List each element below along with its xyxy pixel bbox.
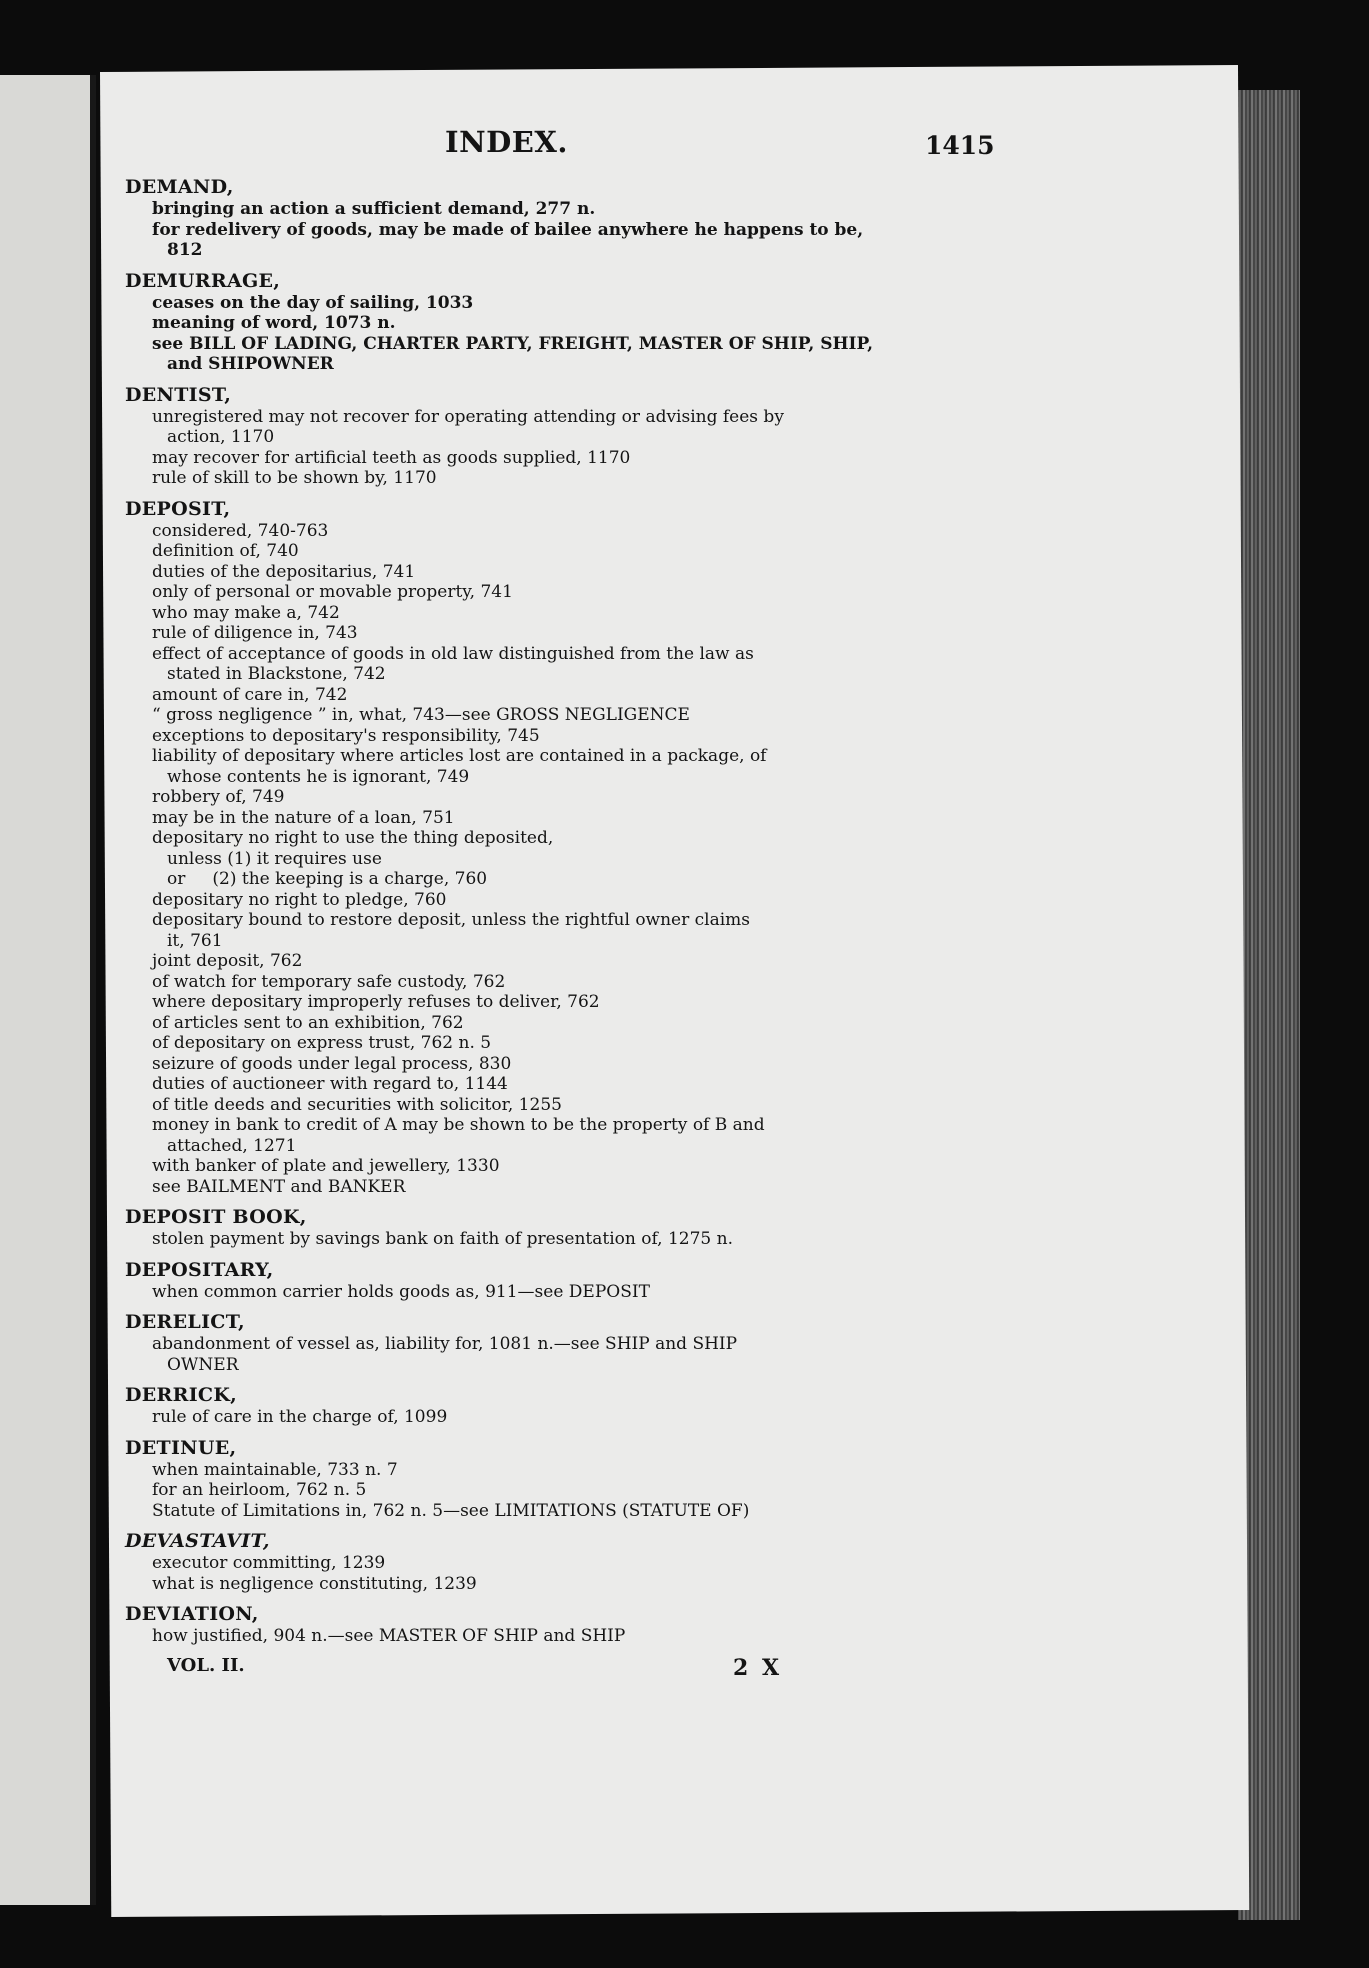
entry-line: stolen payment by savings bank on faith of presentation of, 1275 n. xyxy=(152,1229,733,1249)
page-content xyxy=(125,125,995,1689)
entry-heading: DERELICT, xyxy=(125,1311,245,1333)
entry-line: depositary no right to use the thing deposited, xyxy=(152,828,554,848)
entry-line: unless (1) it requires use xyxy=(167,848,382,869)
entry-line: it, 761 xyxy=(167,930,223,951)
index-entry-devastavit xyxy=(125,1529,985,1594)
entry-line: when common carrier holds goods as, 911—see DEPOSIT xyxy=(152,1281,650,1302)
entry-line: 812 xyxy=(167,240,203,260)
entry-line: money in bank to credit of A may be shown to be the property of B and xyxy=(152,1115,765,1135)
index-entry-deposit xyxy=(125,497,985,1198)
entry-heading: DENTIST, xyxy=(125,383,232,406)
entry-line: of watch for temporary safe custody, 762 xyxy=(152,971,506,992)
entry-heading: DEMAND, xyxy=(125,176,234,198)
entry-line: with banker of plate and jewellery, 1330 xyxy=(152,1156,500,1176)
entry-line: whose contents he is ignorant, 749 xyxy=(167,766,470,787)
entry-line: attached, 1271 xyxy=(167,1135,297,1156)
entry-line: for redelivery of goods, may be made of bailee anywhere he happens to be, xyxy=(152,219,864,240)
entry-line: liability of depositary where articles lost are contained in a package, of xyxy=(152,746,767,766)
index-entry-deposit-book xyxy=(125,1205,985,1250)
entry-line: rule of skill to be shown by, 1170 xyxy=(152,468,437,488)
entry-line: definition of, 740 xyxy=(152,541,299,561)
entry-line: bringing an action a sufficient demand, 277 n. xyxy=(152,199,596,219)
entry-line: what is negligence constituting, 1239 xyxy=(152,1573,477,1594)
page-number: 1415 xyxy=(925,131,995,160)
entry-heading: DEPOSITARY, xyxy=(125,1258,274,1281)
entry-line: OWNER xyxy=(167,1354,239,1375)
entry-line: may be in the nature of a loan, 751 xyxy=(152,807,455,828)
index-entry-demand xyxy=(125,175,985,261)
entry-line: abandonment of vessel as, liability for, 1081 n.—see SHIP and SHIP xyxy=(152,1334,738,1354)
entry-line: for an heirloom, 762 n. 5 xyxy=(152,1480,367,1500)
entry-line: unregistered may not recover for operating attending or advising fees by xyxy=(152,406,784,427)
entry-line: seizure of goods under legal process, 830 xyxy=(152,1053,512,1074)
entry-line: rule of diligence in, 743 xyxy=(152,623,358,643)
entry-line: considered, 740-763 xyxy=(152,520,329,541)
volume-label: VOL. II. xyxy=(167,1654,245,1676)
entry-heading: DEVASTAVIT, xyxy=(125,1530,270,1552)
entry-line: meaning of word, 1073 n. xyxy=(152,313,396,333)
entry-line: ceases on the day of sailing, 1033 xyxy=(152,292,474,313)
entry-heading: DEPOSIT, xyxy=(125,497,231,520)
entry-line: executor committing, 1239 xyxy=(152,1553,386,1573)
entry-line: amount of care in, 742 xyxy=(152,684,348,705)
entry-line: may recover for artificial teeth as goods supplied, 1170 xyxy=(152,447,631,468)
entry-line: depositary no right to pledge, 760 xyxy=(152,889,447,910)
index-entry-demurrage xyxy=(125,269,985,375)
entry-heading: DETINUE, xyxy=(125,1436,237,1459)
entry-line: and SHIPOWNER xyxy=(167,354,334,374)
entry-line: “ gross negligence ” in, what, 743—see GROSS NEGLIGENCE xyxy=(152,705,690,725)
entry-line: of articles sent to an exhibition, 762 xyxy=(152,1012,464,1033)
entry-line: of depositary on express trust, 762 n. 5 xyxy=(152,1033,492,1053)
index-entry-detinue xyxy=(125,1436,985,1522)
entry-heading: DEMURRAGE, xyxy=(125,269,281,292)
entry-line: duties of auctioneer with regard to, 1144 xyxy=(152,1074,508,1094)
signature-mark: 2 X xyxy=(733,1654,783,1681)
entry-heading: DEVIATION, xyxy=(125,1603,259,1625)
entry-line: effect of acceptance of goods in old law distinguished from the law as xyxy=(152,643,754,664)
entry-line: joint deposit, 762 xyxy=(152,951,303,971)
index-entry-depositary xyxy=(125,1258,985,1303)
index-title: INDEX. xyxy=(445,125,568,159)
entry-line: Statute of Limitations in, 762 n. 5—see LIMITATIONS (STATUTE OF) xyxy=(152,1500,750,1521)
entry-line: when maintainable, 733 n. 7 xyxy=(152,1459,398,1480)
entry-heading: DERRICK, xyxy=(125,1384,238,1406)
entry-line: stated in Blackstone, 742 xyxy=(167,664,386,684)
entry-line: see BILL OF LADING, CHARTER PARTY, FREIGHT, MASTER OF SHIP, SHIP, xyxy=(152,333,874,354)
entry-line: where depositary improperly refuses to deliver, 762 xyxy=(152,992,600,1012)
entry-line: rule of care in the charge of, 1099 xyxy=(152,1407,448,1427)
entry-heading: DEPOSIT BOOK, xyxy=(125,1206,307,1228)
index-entry-derrick xyxy=(125,1383,985,1428)
entry-line: who may make a, 742 xyxy=(152,602,340,623)
entry-line: only of personal or movable property, 741 xyxy=(152,582,513,602)
entry-line: exceptions to depositary's responsibility, 745 xyxy=(152,725,540,746)
page-footer xyxy=(125,1655,985,1689)
index-entry-dentist xyxy=(125,383,985,489)
facing-page-edge xyxy=(0,75,96,1905)
entry-line: or (2) the keeping is a charge, 760 xyxy=(167,869,488,889)
running-header xyxy=(125,125,995,175)
entry-line: see BAILMENT and BANKER xyxy=(152,1176,406,1197)
entry-line: of title deeds and securities with solicitor, 1255 xyxy=(152,1094,562,1115)
entry-line: how justified, 904 n.—see MASTER OF SHIP and SHIP xyxy=(152,1626,626,1646)
entry-line: robbery of, 749 xyxy=(152,787,285,807)
index-entry-derelict xyxy=(125,1310,985,1375)
index-entry-deviation xyxy=(125,1602,985,1647)
entry-line: duties of the depositarius, 741 xyxy=(152,561,416,582)
entry-line: action, 1170 xyxy=(167,427,275,447)
entry-line: depositary bound to restore deposit, unless the rightful owner claims xyxy=(152,910,751,930)
